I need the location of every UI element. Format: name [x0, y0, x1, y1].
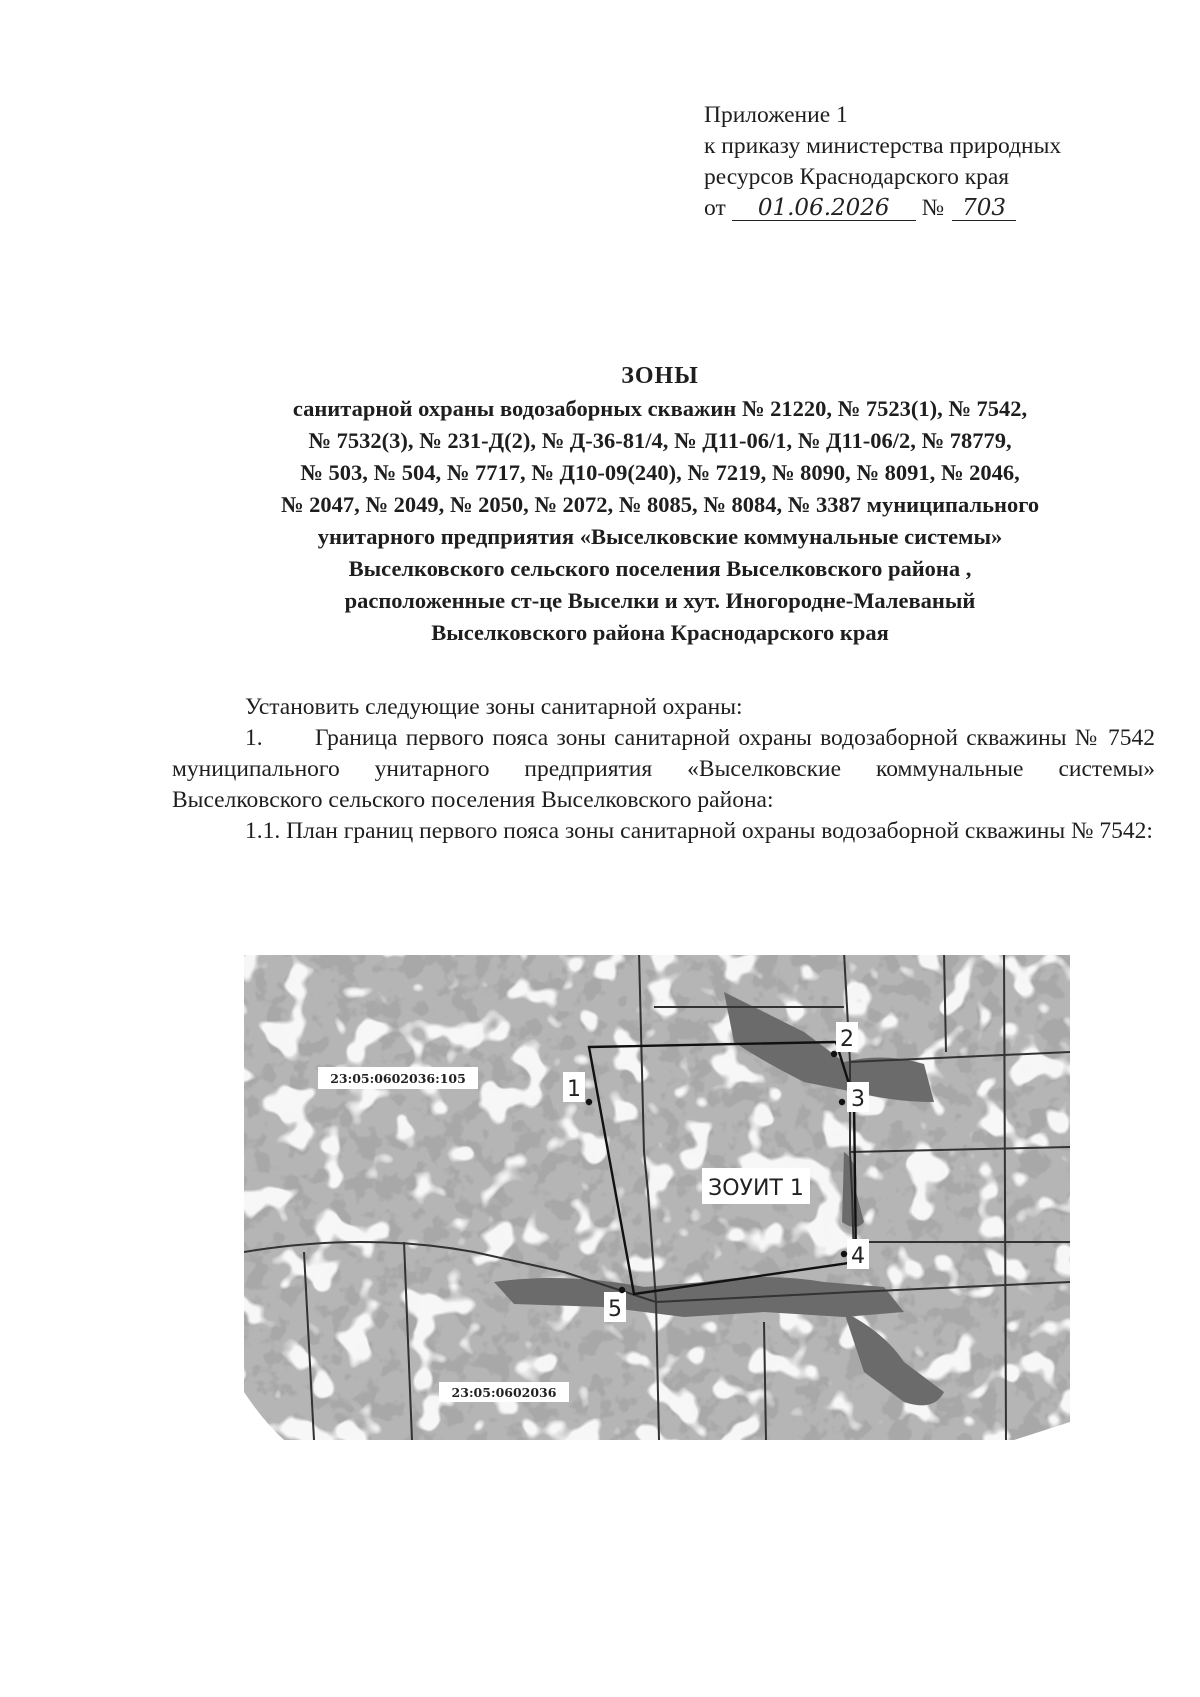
- appendix-block: [704, 100, 1061, 224]
- point-4-marker: [841, 1251, 847, 1257]
- point-4-label: 4: [851, 1244, 865, 1269]
- zone-label: ЗОУИТ 1: [708, 1176, 804, 1201]
- boundary-plan-map: [244, 952, 1070, 1440]
- from-label: от: [704, 195, 726, 221]
- title-line-6: Выселковского сельского поселения Выселковского района ,: [348, 556, 972, 581]
- title-line-7: расположенные ст-це Выселки и хут. Иногородне-Малеваный: [344, 588, 976, 613]
- title-line-2: № 7532(3), № 231-Д(2), № Д-36-81/4, № Д11-06/1, № Д11-06/2, № 78779,: [308, 428, 1012, 453]
- point-5-label: 5: [608, 1297, 622, 1322]
- point-2-label: 2: [840, 1027, 854, 1052]
- title-line-1: санитарной охраны водозаборных скважин № 21220, № 7523(1), № 7542,: [292, 396, 1028, 421]
- item-1-text: Граница первого пояса зоны санитарной охраны водозаборной скважины № 7542 муниципального унитарного предприятия «Выселковские коммунальные системы» Выселковского сельского поселения Выселковского района:: [172, 725, 1155, 813]
- point-5-marker: [619, 1287, 625, 1293]
- item-1-1-paragraph: 1.1. План границ первого пояса зоны санитарной охраны водозаборной скважины № 7542:: [245, 818, 1153, 844]
- appendix-order-ref: к приказу министерства природных: [704, 133, 1062, 159]
- appendix-ministry: ресурсов Краснодарского края: [704, 164, 1010, 190]
- item-1-paragraph: [172, 723, 1155, 816]
- intro-paragraph: Установить следующие зоны санитарной охраны:: [245, 694, 743, 720]
- title-heading: ЗОНЫ: [621, 363, 699, 389]
- parcel-label-bottom: 23:05:0602036: [451, 1385, 557, 1400]
- appendix-date-number: [704, 193, 1061, 224]
- body-text: [172, 692, 1155, 847]
- handwritten-date: 01.06.2026: [732, 196, 916, 221]
- document-title: [170, 360, 1150, 649]
- point-1-marker: [586, 1099, 592, 1105]
- parcel-label-top: 23:05:0602036:105: [330, 1071, 466, 1086]
- number-label: №: [921, 195, 945, 221]
- item-1-number: 1.: [245, 725, 263, 751]
- title-line-5: унитарного предприятия «Выселковские коммунальные системы»: [317, 524, 1003, 549]
- point-2-marker: [831, 1051, 837, 1057]
- point-3-label: 3: [851, 1087, 865, 1112]
- point-1-label: 1: [567, 1077, 581, 1102]
- title-line-8: Выселковского района Краснодарского края: [431, 620, 889, 645]
- appendix-title: Приложение 1: [704, 102, 848, 128]
- handwritten-number: 703: [952, 196, 1016, 221]
- map-image: [244, 952, 1070, 1440]
- point-3-marker: [839, 1099, 845, 1105]
- title-line-4: № 2047, № 2049, № 2050, № 2072, № 8085, № 8084, № 3387 муниципального: [280, 492, 1040, 517]
- title-line-3: № 503, № 504, № 7717, № Д10-09(240), № 7219, № 8090, № 8091, № 2046,: [300, 460, 1020, 485]
